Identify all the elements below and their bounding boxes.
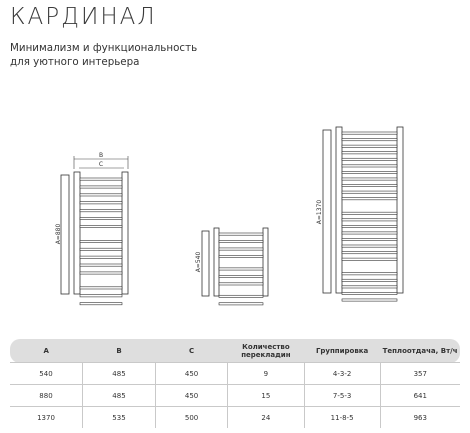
- dim-label-b: B: [98, 152, 104, 159]
- cell: 450: [156, 363, 228, 385]
- left-rail: [214, 228, 219, 296]
- crossbar: [80, 264, 122, 266]
- crossbars: [219, 233, 263, 305]
- crossbar: [80, 202, 122, 204]
- crossbar: [342, 178, 397, 180]
- crossbar: [219, 283, 263, 285]
- cell: 9: [228, 363, 305, 385]
- subtitle-line-2: для уютного интерьера: [10, 55, 140, 68]
- crossbar: [342, 152, 397, 154]
- table-header-row: [10, 339, 460, 363]
- crossbar: [342, 258, 397, 260]
- left-rail: [74, 172, 80, 294]
- side-profile: [61, 175, 69, 294]
- crossbar: [342, 273, 397, 275]
- crossbar: [219, 255, 263, 257]
- cell: 641: [380, 385, 460, 407]
- cell: 24: [228, 407, 305, 429]
- crossbar: [342, 171, 397, 173]
- crossbar: [342, 286, 397, 288]
- col-bars: Количество перекладин: [228, 339, 305, 363]
- crossbar: [80, 178, 122, 180]
- crossbar: [219, 248, 263, 250]
- crossbar: [342, 185, 397, 187]
- left-rail: [336, 127, 342, 293]
- crossbar: [342, 212, 397, 214]
- crossbar: [342, 245, 397, 247]
- cell: 535: [82, 407, 155, 429]
- right-rail: [263, 228, 268, 296]
- table-row: [10, 407, 460, 429]
- crossbar: [342, 279, 397, 281]
- dim-label-a: A=540: [195, 251, 202, 273]
- crossbar: [219, 295, 263, 297]
- col-a: A: [10, 339, 82, 363]
- crossbar: [342, 292, 397, 294]
- cell: 485: [82, 385, 155, 407]
- crossbar: [342, 299, 397, 301]
- subtitle-line-1: Минимализм и функциональность: [10, 42, 198, 54]
- crossbar: [80, 218, 122, 220]
- radiator-880: [55, 152, 128, 305]
- crossbar: [219, 268, 263, 270]
- crossbar: [80, 186, 122, 188]
- crossbar: [219, 240, 263, 242]
- cell: 880: [10, 385, 82, 407]
- crossbar: [80, 248, 122, 250]
- crossbar: [342, 225, 397, 227]
- cell: 11-8-5: [304, 407, 380, 429]
- right-rail: [122, 172, 128, 294]
- crossbar: [342, 165, 397, 167]
- crossbar: [342, 158, 397, 160]
- col-c: C: [156, 339, 228, 363]
- side-profile: [202, 231, 209, 296]
- crossbar: [80, 240, 122, 242]
- cell: 357: [380, 363, 460, 385]
- crossbar: [80, 272, 122, 274]
- cell: 15: [228, 385, 305, 407]
- crossbar: [342, 219, 397, 221]
- crossbar: [342, 238, 397, 240]
- crossbar: [80, 225, 122, 227]
- dim-label-a: A=880: [55, 223, 62, 245]
- radiator-1370: [316, 127, 403, 301]
- table-row: [10, 363, 460, 385]
- crossbar: [80, 303, 122, 305]
- crossbar: [219, 303, 263, 305]
- col-b: B: [82, 339, 155, 363]
- crossbar: [342, 198, 397, 200]
- crossbar: [219, 275, 263, 277]
- crossbar: [342, 145, 397, 147]
- crossbar: [342, 252, 397, 254]
- table-row: [10, 385, 460, 407]
- crossbars: [342, 132, 397, 301]
- cell: 963: [413, 413, 427, 422]
- crossbar: [80, 210, 122, 212]
- side-profile: [323, 130, 331, 293]
- cell: 4-3-2: [304, 363, 380, 385]
- product-title: КАРДИНАЛ: [10, 4, 157, 30]
- cell: 450: [156, 385, 228, 407]
- crossbar: [342, 232, 397, 234]
- crossbar: [80, 287, 122, 289]
- cell: 1370: [10, 407, 82, 429]
- specs-table: [10, 339, 460, 428]
- cell: 540: [10, 363, 82, 385]
- crossbar: [80, 194, 122, 196]
- crossbar: [80, 256, 122, 258]
- crossbar: [342, 191, 397, 193]
- col-grouping: Группировка: [304, 339, 380, 363]
- crossbar: [342, 139, 397, 141]
- crossbar: [80, 295, 122, 297]
- crossbars: [80, 178, 122, 305]
- right-rail: [397, 127, 403, 293]
- dim-label-a: A=1370: [316, 199, 323, 225]
- radiator-540: [195, 228, 268, 305]
- cell: 500: [156, 407, 228, 429]
- cell: 7-5-3: [304, 385, 380, 407]
- col-heat: Теплоотдача, Вт/ч: [380, 339, 460, 363]
- dim-label-c: C: [98, 161, 104, 168]
- cell: 485: [82, 363, 155, 385]
- crossbar: [219, 233, 263, 235]
- crossbar: [342, 132, 397, 134]
